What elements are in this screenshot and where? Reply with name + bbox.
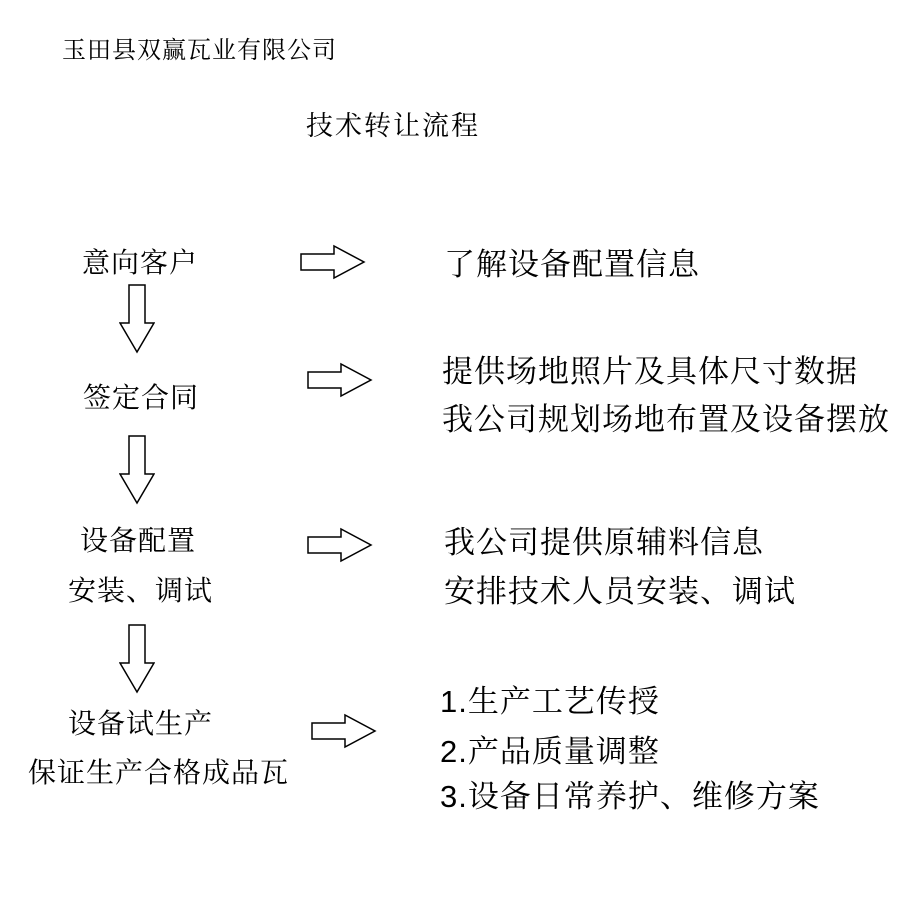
flow-step-label: 保证生产合格成品瓦	[28, 757, 290, 788]
right-arrow-icon	[311, 713, 377, 749]
flow-step-label: 意向客户	[82, 247, 199, 278]
step-detail-line: 3.设备日常养护、维修方案	[440, 779, 820, 814]
company-name: 玉田县双赢瓦业有限公司	[62, 37, 337, 64]
step-detail-line: 安排技术人员安装、调试	[444, 574, 796, 609]
down-arrow-icon	[119, 435, 155, 505]
step-detail-line: 我公司规划场地布置及设备摆放	[442, 402, 890, 437]
flow-step-label: 设备试生产	[68, 708, 214, 739]
step-detail-line: 我公司提供原辅料信息	[444, 525, 764, 560]
step-detail-line: 提供场地照片及具体尺寸数据	[442, 354, 858, 389]
page-title: 技术转让流程	[306, 111, 480, 141]
step-detail-line: 2.产品质量调整	[440, 734, 660, 769]
flow-step-label: 签定合同	[83, 382, 200, 413]
right-arrow-icon	[300, 244, 366, 280]
down-arrow-icon	[119, 284, 155, 354]
step-detail-line: 1.生产工艺传授	[440, 684, 660, 719]
right-arrow-icon	[307, 527, 373, 563]
step-detail-line: 了解设备配置信息	[444, 247, 700, 282]
flow-step-label: 安装、调试	[68, 575, 214, 606]
down-arrow-icon	[119, 624, 155, 694]
right-arrow-icon	[307, 362, 373, 398]
flow-step-label: 设备配置	[80, 525, 197, 556]
